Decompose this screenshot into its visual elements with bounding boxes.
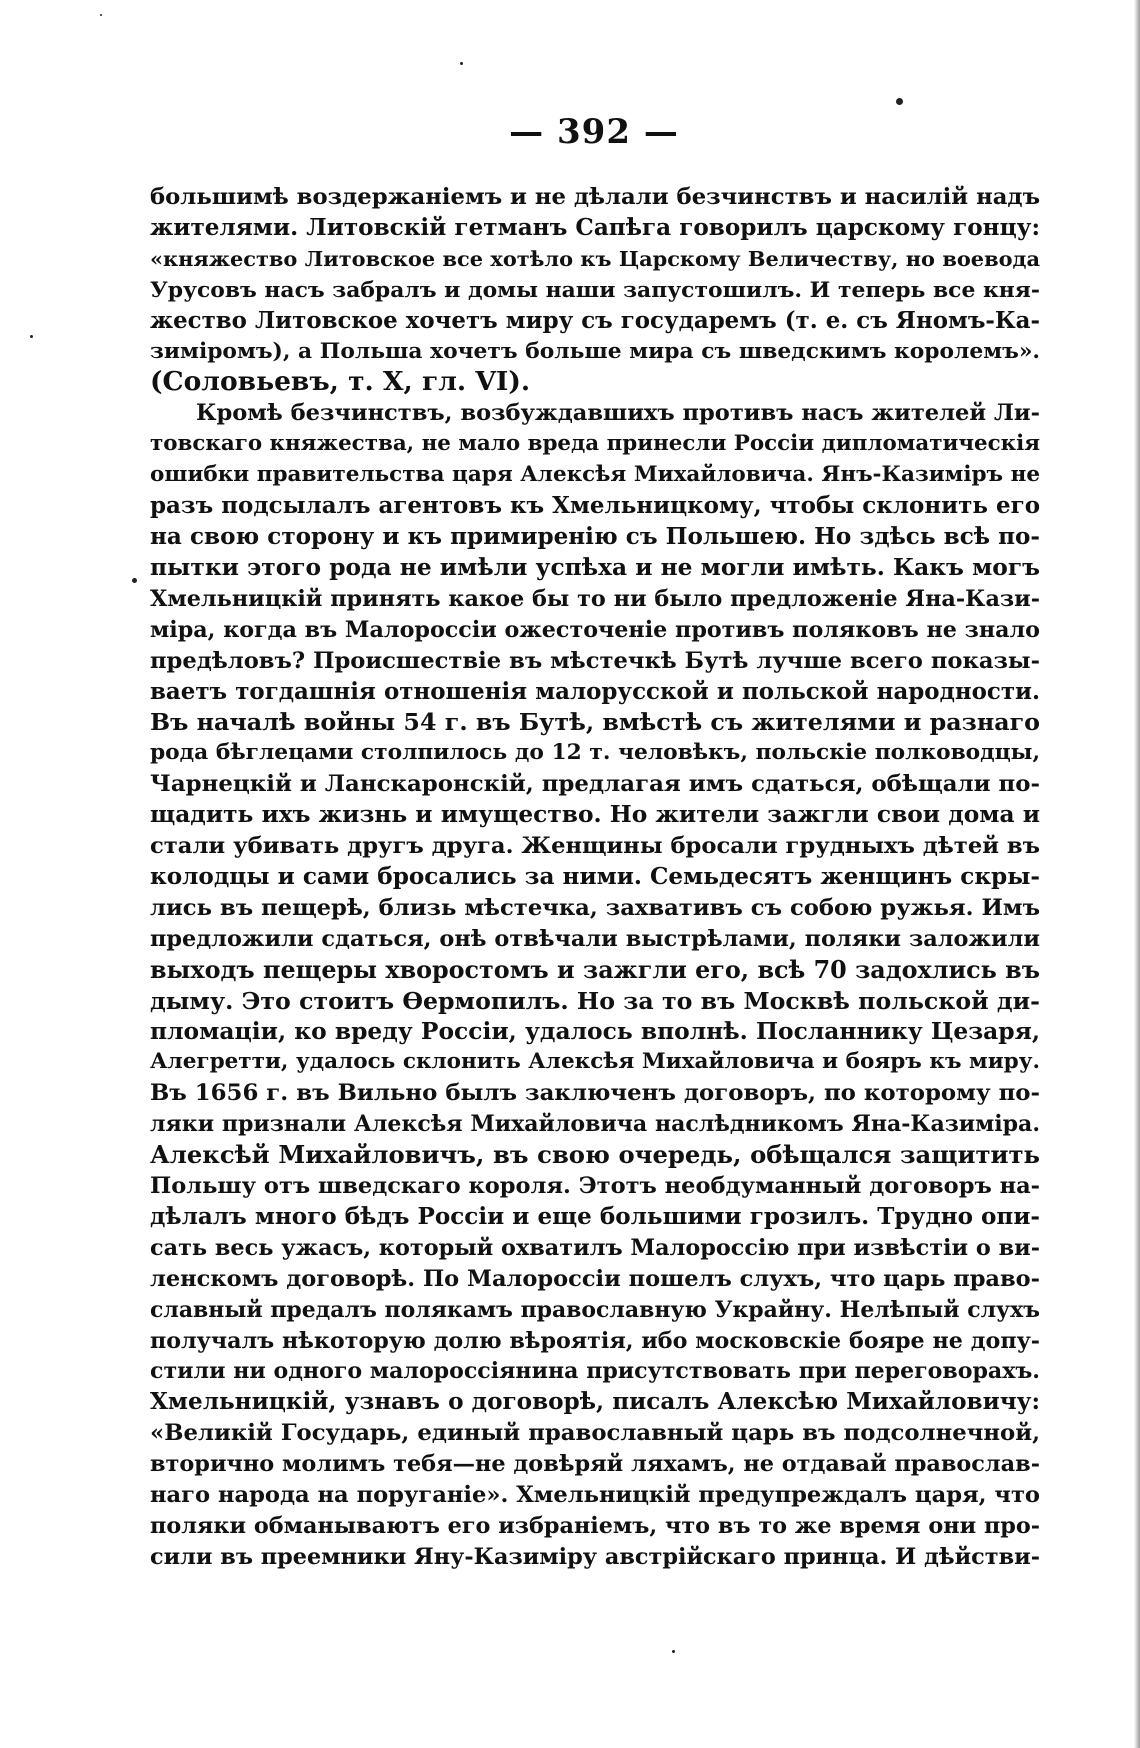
text-line: выходъ пещеры хворостомъ и зажгли его, всѣ 70 задохлись въ [150,955,1040,984]
text-line: пломаціи, ко вреду Россіи, удалось вполнѣ. Посланнику Цезаря, [150,1017,1040,1046]
text-line: дѣлалъ много бѣдъ Россіи и еще большими грозилъ. Трудно опи- [150,1202,1040,1230]
scan-speck [672,1650,675,1653]
text-line: получалъ нѣкоторую долю вѣроятія, ибо московскіе бояре не допу- [150,1327,1040,1354]
text-line: ляки признали Алексѣя Михайловича наслѣдникомъ Яна-Казиміра. [150,1111,1040,1138]
scan-speck [100,14,102,16]
scan-speck [132,578,137,583]
text-line: ваетъ тогдашнія отношенія малорусской и польской народности. [150,677,1040,705]
text-line: Алегретти, удалось склонить Алексѣя Михайловича и бояръ къ миру. [150,1049,1040,1075]
text-line: щадить ихъ жизнь и имущество. Но жители зажгли свои дома и [150,801,1040,829]
text-line: Хмельницкій принять какое бы то ни было предложеніе Яна-Кази- [150,585,1040,612]
text-line: на свою сторону и къ примиренію съ Польшею. Но здѣсь всѣ по- [150,522,1040,550]
text-line: сать весь ужасъ, который охватилъ Малороссію при извѣстіи о ви- [150,1234,1040,1261]
text-line: Урусовъ насъ забралъ и домы наши запустошилъ. И теперь все кня- [150,276,1040,303]
text-line: Алексѣй Михайловичъ, въ свою очередь, обѣщался защитить [150,1140,1040,1170]
text-line: жителями. Литовскій гетманъ Сапѣга говорилъ царскому гонцу: [150,213,1040,241]
text-line: пытки этого рода не имѣли успѣха и не могли имѣть. Какъ могъ [150,553,1040,581]
scan-edge-shadow [1134,0,1140,1748]
text-line: жество Литовское хочетъ миру съ государемъ (т. е. съ Яномъ-Ка- [150,307,1040,334]
page-number: — 392 — [509,112,679,152]
text-line: міра, когда въ Малороссіи ожесточеніе противъ поляковъ не знало [150,616,1040,643]
text-line: Въ началѣ войны 54 г. въ Бутѣ, вмѣстѣ съ жителями и разнаго [150,708,1041,737]
text-line: зиміромъ), а Польша хочетъ больше мира съ шведскимъ королемъ». [150,338,1040,364]
text-line: Кромѣ безчинствъ, возбуждавшихъ противъ насъ жителей Ли- [196,400,1040,427]
text-line: разъ подсылалъ агентовъ къ Хмельницкому, чтобы склонить его [150,492,1040,520]
text-line: товскаго княжества, не мало вреда принесли Россіи дипломатическія [150,431,1040,457]
text-line: поляки обманываютъ его избраніемъ, что въ то же время они про- [150,1512,1040,1539]
text-line: предѣловъ? Происшествіе въ мѣстечкѣ Бутѣ лучше всего показы- [150,647,1040,674]
text-line: Чарнецкій и Ланскаронскій, предлагая имъ сдаться, обѣщали по- [150,771,1040,798]
scan-speck [30,335,33,338]
text-line: Въ 1656 г. въ Вильно былъ заключенъ договоръ, по которому по- [150,1080,1040,1107]
text-line: славный предалъ полякамъ православную Украйну. Нелѣпый слухъ [150,1296,1040,1323]
text-line: стали убивать другъ друга. Женщины бросали грудныхъ дѣтей въ [150,833,1040,860]
text-line: стили ни одного малороссіянина присутствовать при переговорахъ. [150,1358,1040,1385]
scan-speck [460,62,463,65]
text-line: «княжество Литовское все хотѣло къ Царскому Величеству, но воевода [150,245,1040,271]
text-line: рода бѣглецами столпилось до 12 т. человѣкъ, польскіе полководцы, [150,740,1040,766]
text-line: Хмельницкій, узнавъ о договорѣ, писалъ Алексѣю Михайловичу: [150,1388,1040,1416]
text-line: большимѣ воздержаніемъ и не дѣлали безчинствъ и насилій надъ [150,184,1040,210]
text-line: ошибки правительства царя Алексѣя Михайловича. Янъ-Казиміръ не [150,462,1040,488]
text-line: лись въ пещерѣ, близь мѣстечка, захвативъ съ собою ружья. Имъ [150,894,1040,921]
text-line: Польшу отъ шведскаго короля. Этотъ необдуманный договоръ на- [150,1173,1040,1199]
scan-speck [896,98,903,105]
text-line: вторично молимъ тебя—не довѣряй ляхамъ, не отдавай православ- [150,1451,1040,1478]
text-line: дыму. Это стоитъ Ѳермопилъ. Но за то въ Москвѣ польской ди- [150,986,1040,1015]
text-line: сили въ преемники Яну-Казиміру австрійскаго принца. И дѣйстви- [150,1543,1040,1570]
body-text [150,182,1040,1573]
text-line: (Соловьевъ, т. X, гл. VI). [150,366,531,398]
text-line: колодцы и сами бросались за ними. Семьдесятъ женщинъ скры- [150,862,1040,890]
text-line: ленскомъ договорѣ. По Малороссіи пошелъ слухъ, что царь право- [150,1265,1040,1292]
text-line: «Великій Государь, единый православный царь въ подсолнечной, [150,1420,1040,1447]
text-line: наго народа на поруганіе». Хмельницкій предупреждалъ царя, что [150,1482,1040,1509]
text-line: предложили сдаться, онѣ отвѣчали выстрѣлами, поляки заложили [150,925,1040,952]
